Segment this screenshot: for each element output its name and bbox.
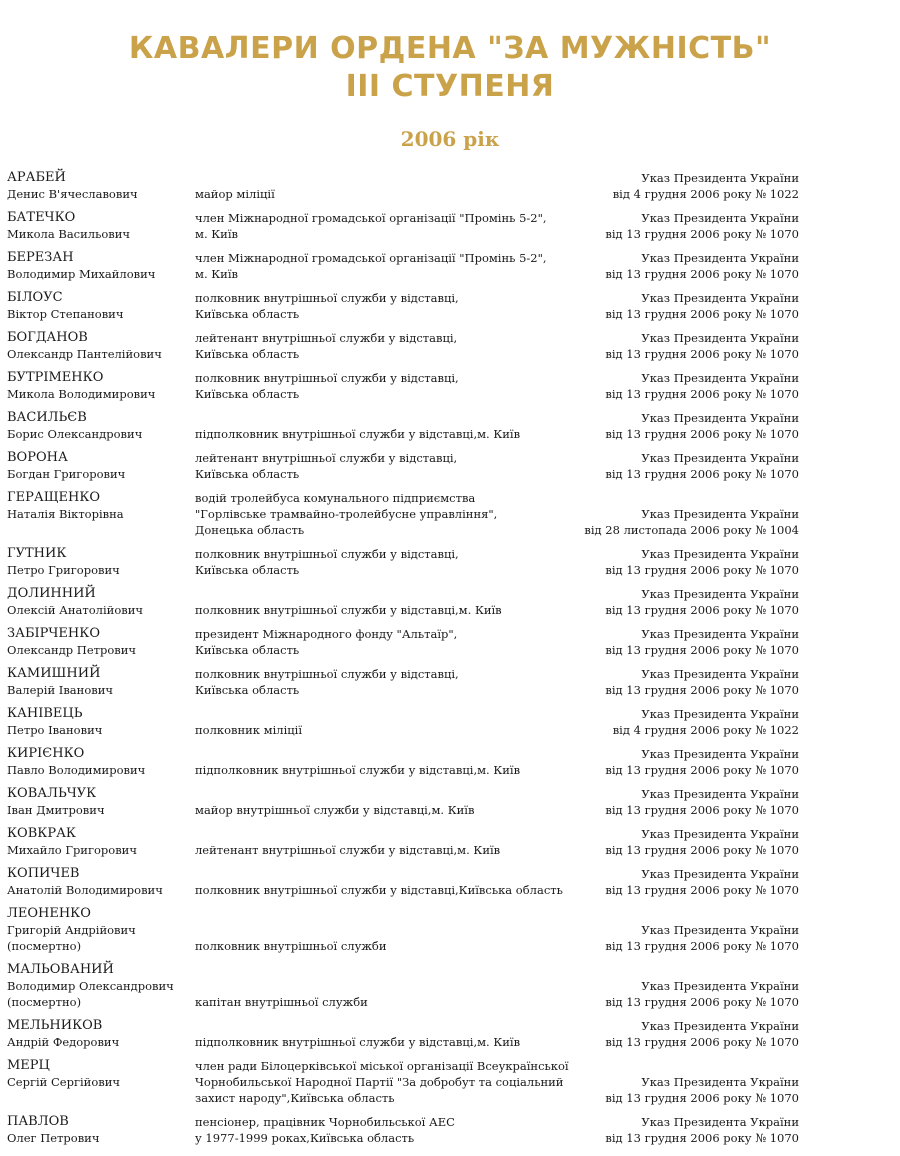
awardee-position: полковник внутрішньої служби у відставці,Київська область (195, 883, 563, 897)
awardee-given-name: (посмертно) (7, 995, 82, 1009)
awardee-position: полковник внутрішньої служби у відставці, (195, 547, 459, 561)
awardee-position: президент Міжнародного фонду "Альтаїр", (195, 627, 458, 641)
decree-reference: від 13 грудня 2006 року № 1070 (605, 683, 799, 697)
awardee-surname: КАНІВЕЦЬ (7, 706, 83, 721)
awardee-position: лейтенант внутрішньої служби у відставці, (195, 451, 458, 465)
awardee-position: лейтенант внутрішньої служби у відставці, (195, 331, 458, 345)
awardee-position: полковник внутрішньої служби у відставці, (195, 371, 459, 385)
awardee-position: майор внутрішньої служби у відставці,м. Київ (195, 803, 475, 817)
awardee-surname: КОВКРАК (7, 826, 76, 841)
awardee-given-name: Анатолій Володимирович (7, 883, 163, 897)
awardee-given-name: Денис В'ячеславович (7, 187, 138, 201)
awardee-position: Київська область (195, 467, 300, 481)
decree-title: Указ Президента України (641, 331, 799, 345)
decree-title: Указ Президента України (641, 827, 799, 841)
decree-title: Указ Президента України (641, 251, 799, 265)
awardee-given-name: Олександр Петрович (7, 643, 137, 657)
awardee-given-name: Олег Петрович (7, 1131, 100, 1145)
awardee-position: м. Київ (195, 267, 238, 281)
awardee-position: полковник внутрішньої служби у відставці, (195, 291, 459, 305)
decree-reference: від 13 грудня 2006 року № 1070 (605, 803, 799, 817)
decree-title: Указ Президента України (641, 411, 799, 425)
awardee-surname: БЕРЕЗАН (7, 250, 74, 265)
page-title: КАВАЛЕРИ ОРДЕНА "ЗА МУЖНІСТЬ" (128, 31, 772, 66)
decree-reference: від 13 грудня 2006 року № 1070 (605, 643, 799, 657)
awardee-position: Київська область (195, 683, 300, 697)
awardee-surname: МЕЛЬНИКОВ (7, 1018, 103, 1033)
decree-title: Указ Президента України (641, 291, 799, 305)
awardee-position: підполковник внутрішньої служби у відставці,м. Київ (195, 763, 521, 777)
awardee-surname: ДОЛИННИЙ (7, 586, 96, 601)
awardee-position: полковник міліції (195, 723, 303, 737)
awardee-position: лейтенант внутрішньої служби у відставці,м. Київ (195, 843, 501, 857)
awardee-position: полковник внутрішньої служби у відставці,м. Київ (195, 603, 502, 617)
awardee-given-name: Олексій Анатолійович (7, 603, 143, 617)
decree-title: Указ Президента України (641, 707, 799, 721)
awardee-surname: КАМИШНИЙ (7, 666, 101, 681)
awardee-position: член ради Білоцерківської міської організації Всеукраїнської (195, 1059, 569, 1073)
awardee-surname: БАТЕЧКО (7, 210, 76, 225)
awardee-given-name: Іван Дмитрович (7, 803, 105, 817)
awardee-surname: КИРІЄНКО (7, 746, 85, 761)
decree-reference: від 13 грудня 2006 року № 1070 (605, 307, 799, 321)
awardee-given-name: Наталія Вікторівна (7, 507, 124, 521)
awardee-position: захист народу",Київська область (195, 1091, 395, 1105)
awardee-surname: БУТРІМЕНКО (7, 370, 104, 385)
awardee-position: Київська область (195, 563, 300, 577)
awardee-surname: ГУТНИК (7, 546, 67, 561)
decree-reference: від 13 грудня 2006 року № 1070 (605, 387, 799, 401)
decree-reference: від 13 грудня 2006 року № 1070 (605, 603, 799, 617)
awardee-position: капітан внутрішньої служби (195, 995, 368, 1009)
awardee-position: майор міліції (195, 187, 275, 201)
decree-title: Указ Президента України (641, 747, 799, 761)
awardee-surname: БІЛОУС (7, 290, 63, 305)
awardee-position: Донецька область (195, 523, 305, 537)
awardee-position: Київська область (195, 643, 300, 657)
awardee-position: член Міжнародної громадської організації "Промінь 5-2", (195, 251, 547, 265)
decree-reference: від 13 грудня 2006 року № 1070 (605, 1035, 799, 1049)
awardee-position: Київська область (195, 307, 300, 321)
awardee-given-name: Михайло Григорович (7, 843, 137, 857)
decree-reference: від 13 грудня 2006 року № 1070 (605, 939, 799, 953)
decree-reference: від 13 грудня 2006 року № 1070 (605, 267, 799, 281)
awardee-position: водій тролейбуса комунального підприємства (195, 491, 476, 505)
awardee-given-name: Володимир Михайлович (7, 267, 156, 281)
decree-reference: від 13 грудня 2006 року № 1070 (605, 883, 799, 897)
awardee-position: полковник внутрішньої служби (195, 939, 387, 953)
decree-reference: від 4 грудня 2006 року № 1022 (612, 187, 799, 201)
awardee-surname: ПАВЛОВ (7, 1114, 69, 1129)
awardee-position: у 1977-1999 роках,Київська область (195, 1131, 415, 1145)
awardee-given-name: Микола Васильович (7, 227, 131, 241)
awardee-given-name: Григорій Андрійович (7, 923, 136, 937)
decree-reference: від 13 грудня 2006 року № 1070 (605, 227, 799, 241)
decree-reference: від 13 грудня 2006 року № 1070 (605, 995, 799, 1009)
decree-title: Указ Президента України (641, 587, 799, 601)
awardee-surname: ГЕРАЩЕНКО (7, 490, 101, 505)
awardee-position: Київська область (195, 387, 300, 401)
awardee-given-name: Андрій Федорович (7, 1035, 120, 1049)
decree-reference: від 28 листопада 2006 року № 1004 (584, 523, 799, 537)
awardee-position: Чорнобильської Народної Партії "За добробут та соціальний (195, 1075, 564, 1089)
awardee-position: "Горлівське трамвайно-тролейбусне управління", (195, 507, 498, 521)
decree-title: Указ Президента України (641, 627, 799, 641)
awardee-surname: БОГДАНОВ (7, 330, 88, 345)
awardee-position: підполковник внутрішньої служби у відставці,м. Київ (195, 427, 521, 441)
awardee-given-name: Володимир Олександрович (7, 979, 174, 993)
awardee-given-name: Валерій Іванович (7, 683, 113, 697)
decree-title: Указ Президента України (641, 547, 799, 561)
decree-title: Указ Президента України (641, 867, 799, 881)
decree-reference: від 4 грудня 2006 року № 1022 (612, 723, 799, 737)
decree-reference: від 13 грудня 2006 року № 1070 (605, 763, 799, 777)
decree-title: Указ Президента України (641, 979, 799, 993)
awardee-given-name: Олександр Пантелійович (7, 347, 162, 361)
decree-title: Указ Президента України (641, 1019, 799, 1033)
awardee-surname: ЛЕОНЕНКО (7, 906, 91, 921)
decree-title: Указ Президента України (641, 667, 799, 681)
decree-reference: від 13 грудня 2006 року № 1070 (605, 1091, 799, 1105)
decree-reference: від 13 грудня 2006 року № 1070 (605, 347, 799, 361)
awardee-given-name: Павло Володимирович (7, 763, 146, 777)
decree-reference: від 13 грудня 2006 року № 1070 (605, 843, 799, 857)
awardee-position: член Міжнародної громадської організації "Промінь 5-2", (195, 211, 547, 225)
awardee-position: підполковник внутрішньої служби у відставці,м. Київ (195, 1035, 521, 1049)
awardee-given-name: Віктор Степанович (7, 307, 124, 321)
decree-title: Указ Президента України (641, 451, 799, 465)
awardee-surname: КОВАЛЬЧУК (7, 786, 97, 801)
awardee-surname: МЕРЦ (7, 1058, 50, 1073)
awardee-surname: ВОРОНА (7, 450, 68, 465)
page-subtitle: III СТУПЕНЯ (345, 69, 555, 104)
awardee-position: пенсіонер, працівник Чорнобильської АЕС (195, 1115, 455, 1129)
awardee-given-name: Богдан Григорович (7, 467, 126, 481)
decree-reference: від 13 грудня 2006 року № 1070 (605, 563, 799, 577)
decree-title: Указ Президента України (641, 211, 799, 225)
awardee-surname: АРАБЕЙ (7, 170, 66, 185)
decree-title: Указ Президента України (641, 171, 799, 185)
decree-title: Указ Президента України (641, 1075, 799, 1089)
awardee-position: м. Київ (195, 227, 238, 241)
decree-reference: від 13 грудня 2006 року № 1070 (605, 1131, 799, 1145)
awardee-surname: ВАСИЛЬЄВ (7, 410, 87, 425)
decree-reference: від 13 грудня 2006 року № 1070 (605, 427, 799, 441)
awardee-surname: КОПИЧЕВ (7, 866, 80, 881)
decree-title: Указ Президента України (641, 371, 799, 385)
awardee-given-name: (посмертно) (7, 939, 82, 953)
decree-reference: від 13 грудня 2006 року № 1070 (605, 467, 799, 481)
decree-title: Указ Президента України (641, 787, 799, 801)
awardee-surname: МАЛЬОВАНИЙ (7, 962, 114, 977)
decree-title: Указ Президента України (641, 1115, 799, 1129)
decree-title: Указ Президента України (641, 507, 799, 521)
awardee-position: полковник внутрішньої служби у відставці, (195, 667, 459, 681)
awardee-given-name: Петро Іванович (7, 723, 103, 737)
awardee-position: Київська область (195, 347, 300, 361)
awardee-given-name: Сергій Сергійович (7, 1075, 120, 1089)
awardee-given-name: Петро Григорович (7, 563, 120, 577)
awardee-surname: ЗАБІРЧЕНКО (7, 626, 100, 641)
year-heading: 2006 рік (400, 127, 500, 151)
awardee-given-name: Борис Олександрович (7, 427, 143, 441)
awardee-given-name: Микола Володимирович (7, 387, 156, 401)
decree-title: Указ Президента України (641, 923, 799, 937)
